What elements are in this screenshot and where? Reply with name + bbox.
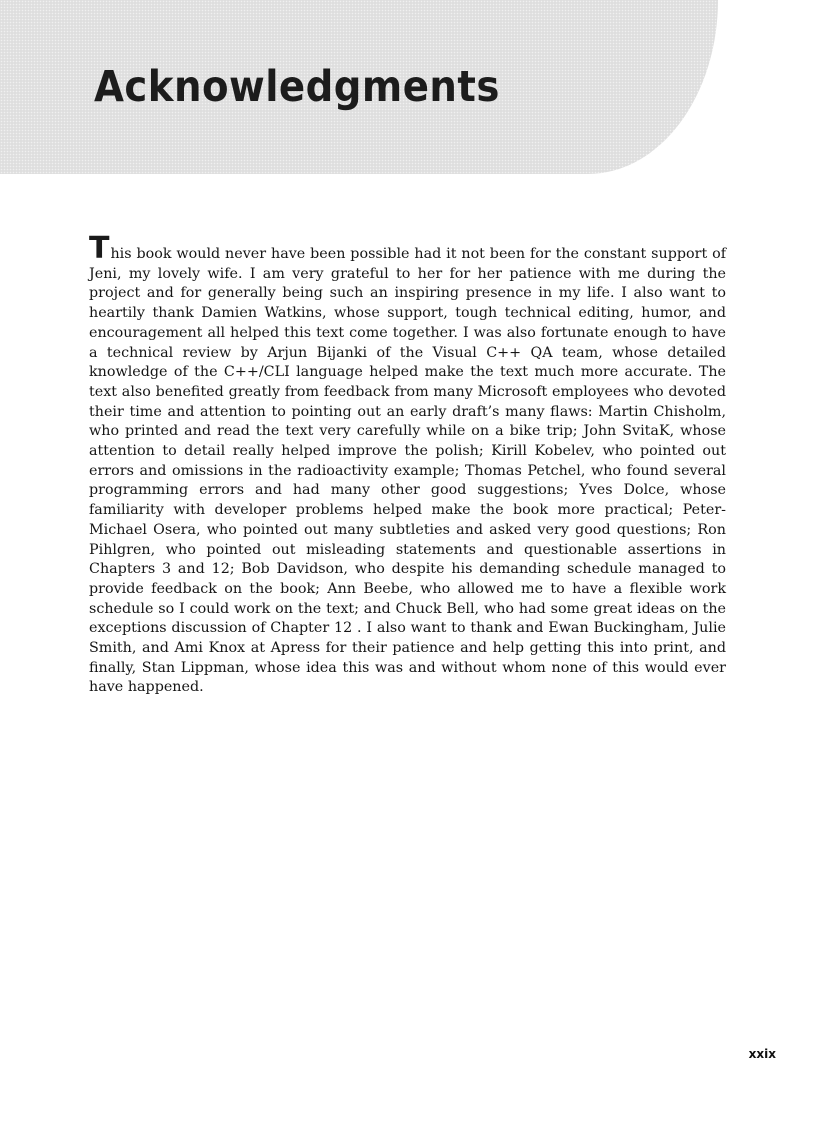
chapter-title: Acknowledgments (94, 62, 500, 112)
page-number: xxix (748, 1047, 776, 1061)
acknowledgments-paragraph (89, 231, 726, 698)
paragraph-text: his book would never have been possible had it not been for the constant support of Jeni, my lovely wife. I am very grateful to her for her patience with me during the project and for generally being such an inspiring presence in my life. I also want to heartily thank Damien Watkins, whose support, tough technical editing, humor, and encouragement all helped this text come together. I was also fortunate enough to have a technical review by Arjun Bijanki of the Visual C++ QA team, whose detailed knowledge of the C++/CLI language helped make the text much more accurate. The text also benefited greatly from feedback from many Microsoft employees who devoted their time and attention to pointing out an early draft’s many flaws: Martin Chisholm, who printed and read the text very carefully while on a bike trip; John SvitaK, whose attention to detail really helped improve the polish; Kirill Kobelev, who pointed out errors and omissions in the radioactivity example; Thomas Petchel, who found several programming errors and had many other good suggestions; Yves Dolce, whose familiarity with developer problems helped make the book more practical; Peter-Michael Osera, who pointed out many subtleties and asked very good questions; Ron Pihlgren, who pointed out misleading statements and questionable assertions in Chapters 3 and 12; Bob Davidson, who despite his demanding schedule managed to provide feedback on the book; Ann Beebe, who allowed me to have a flexible work schedule so I could work on the text; and Chuck Bell, who had some great ideas on the exceptions discussion of Chapter 12 . I also want to thank and Ewan Buckingham, Julie Smith, and Ami Knox at Apress for their patience and help getting this into print, and finally, Stan Lippman, whose idea this was and without whom none of this would ever have happened. (89, 246, 726, 696)
drop-cap: T (89, 231, 110, 266)
